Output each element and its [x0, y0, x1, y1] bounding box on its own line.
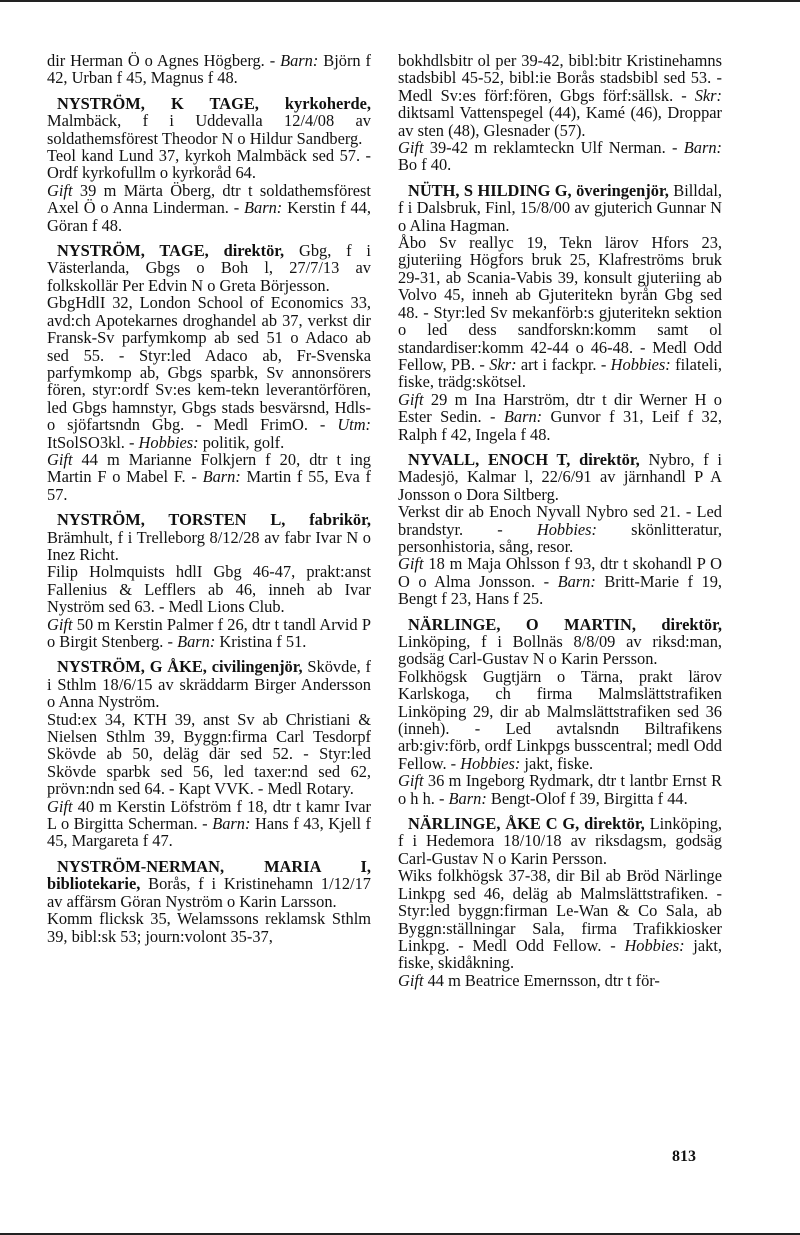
- biography-entry: [398, 182, 722, 443]
- biography-entry: [398, 451, 722, 608]
- field-label: Gift: [398, 138, 424, 158]
- entry-text: Gbg, f i Västerlanda, Gbgs o Boh l, 27/7/13 av folkskollär Per Edvin N o Greta Börjesson.: [47, 241, 371, 295]
- entry-text: politik, golf.: [198, 432, 285, 452]
- entry-heading-paragraph: [398, 451, 722, 503]
- entry-text: 40 m Kerstin Löfström f 18, dtr t kamr Ivar L o Birgitta Scherman. -: [47, 796, 371, 834]
- field-label: Barn:: [448, 788, 487, 808]
- entry-paragraph: [398, 391, 722, 443]
- entry-name: NÄRLINGE, O MARTIN, direktör,: [408, 614, 722, 634]
- entry-text: Linköping, f i Hedemora 18/10/18 av riksdagsm, godsäg Carl-Gustav N o Karin Persson.: [398, 814, 722, 868]
- entry-text: 44 m Marianne Folkjern f 20, dtr t ing Martin F o Mabel F. -: [47, 449, 371, 487]
- entry-text: 36 m Ingeborg Rydmark, dtr t lantbr Ernst R o h h. -: [398, 771, 722, 808]
- entry-paragraph: [398, 503, 722, 555]
- page-edge-top: [0, 0, 800, 2]
- entry-paragraph: [47, 52, 371, 87]
- entry-text: Komm flicksk 35, Welamssons reklamsk Sthlm 39, bibl:sk 53; journ:volont 35-37,: [47, 909, 371, 946]
- field-label: Barn:: [503, 407, 543, 427]
- entry-paragraph: [47, 451, 371, 503]
- entry-text: jakt, fiske.: [520, 753, 594, 773]
- entry-text: 50 m Kerstin Palmer f 26, dtr t tandl Arvid P o Birgit Stenberg. -: [47, 614, 371, 651]
- field-label: Hobbies:: [138, 432, 199, 452]
- entry-heading-paragraph: [398, 182, 722, 234]
- entry-heading-paragraph: [47, 95, 371, 147]
- entry-paragraph: [47, 182, 371, 234]
- entry-text: Filip Holmquists hdlI Gbg 46-47, prakt:anst Fallenius & Lefflers ab 46, inneh ab Ivar Nyström sed 63. - Medl Lions Club.: [47, 562, 371, 617]
- entry-text: Malmbäck, f i Uddevalla 12/4/08 av soldathemsförest Theodor N o Hildur Sandberg.: [47, 111, 371, 148]
- entry-text: Bengt-Olof f 39, Birgitta f 44.: [486, 788, 688, 808]
- entry-paragraph: [398, 972, 722, 989]
- entry-text: Kerstin f 44, Göran f 48.: [47, 198, 371, 235]
- entry-paragraph: [47, 910, 371, 945]
- biography-entry: [398, 616, 722, 807]
- field-label: Gift: [398, 554, 424, 574]
- entry-text: Hans f 43, Kjell f 45, Margareta f 47.: [47, 814, 372, 851]
- entry-paragraph: [398, 234, 722, 391]
- entry-text: Verkst dir ab Enoch Nyvall Nybro sed 21. - Led brandstyr. -: [398, 502, 722, 539]
- entry-text: Folkhögsk Gugtjärn o Tärna, prakt lärov Karlskoga, ch firma Malmslättstrafiken Linköping 29, dir ab Malmslättstrafiken sed 36 (inneh). - Led avtalsndn Biltrafikens arb:giv:förb, ordf Linkpgs busscentral; medl Odd Fellow. -: [398, 666, 722, 773]
- entry-paragraph: [47, 294, 371, 451]
- field-label: Utm:: [337, 415, 371, 435]
- entry-name: NYVALL, ENOCH T, direktör,: [408, 449, 640, 469]
- left-column: [47, 52, 371, 953]
- right-column: [398, 52, 722, 997]
- entry-text: ItSolSO3kl. -: [47, 432, 139, 452]
- entry-text: Billdal, f i Dalsbruk, Finl, 15/8/00 av gjuterich Gunnar N o Alina Hagman.: [398, 180, 722, 235]
- entry-paragraph: [398, 52, 722, 139]
- entry-paragraph: [47, 147, 371, 182]
- entry-name: NYSTRÖM, G ÅKE, civilingenjör,: [57, 657, 303, 677]
- entry-text: Brämhult, f i Trelleborg 8/12/28 av fabr Ivar N o Inez Richt.: [47, 527, 371, 564]
- entry-heading-paragraph: [47, 858, 371, 910]
- entry-paragraph: [47, 616, 371, 651]
- entry-text: skönlitteratur, personhistoria, sång, resor.: [398, 519, 722, 556]
- biography-entry: [47, 858, 371, 945]
- field-label: Gift: [398, 970, 424, 990]
- entry-text: Teol kand Lund 37, kyrkoh Malmbäck sed 57. - Ordf kyrkofullm o kyrkoråd 64.: [47, 146, 371, 183]
- entry-text: Gunvor f 31, Leif f 32, Ralph f 42, Ingela f 48.: [398, 407, 722, 444]
- biography-entry: [398, 815, 722, 989]
- entry-text: Borås, f i Kristinehamn 1/12/17 av affärsm Göran Nyström o Karin Larsson.: [47, 874, 371, 911]
- entry-text: 18 m Maja Ohlsson f 93, dtr t skohandl P O O o Alma Jonsson. -: [398, 554, 722, 591]
- entry-text: filateli, fiske, trädg:skötsel.: [398, 354, 722, 392]
- field-label: Gift: [47, 796, 73, 816]
- entry-paragraph: [398, 668, 722, 772]
- biography-entry: [47, 52, 371, 87]
- field-label: Gift: [47, 180, 73, 200]
- entry-text: 39 m Märta Öberg, dtr t soldathemsförest Axel Ö o Anna Linderman. -: [47, 180, 371, 218]
- biography-entry: [398, 52, 722, 174]
- field-label: Barn:: [202, 467, 241, 487]
- entry-text: Björn f 42, Urban f 45, Magnus f 48.: [47, 51, 371, 88]
- entry-text: Åbo Sv reallyc 19, Tekn lärov Hfors 23, gjuteriing Högfors bruk 25, Klafreströms bruk 29-31, ab Scania-Vabis 39, konsult gjuteriing ab Volvo 45, inneh ab Gjuteritekn byrån Gbg sed 48. - Styr:led Sv mekanförb:s gjuteritekn sektion o led dess sandforskn:komm samt ol standardiser:komm 42-44 o 46-48. - Medl Odd Fellow, PB. -: [398, 233, 722, 374]
- biography-entry: [47, 658, 371, 849]
- entry-text: bokhdlsbitr ol per 39-42, bibl:bitr Kristinehamns stadsbibl 45-52, bibl:ie Borås stadsbibl sed 53. - Medl Sv:es förf:fören, Gbgs förf:sällsk. -: [398, 51, 722, 105]
- field-label: Hobbies:: [624, 935, 685, 955]
- field-label: Skr:: [694, 85, 722, 105]
- field-label: Barn:: [177, 632, 216, 651]
- field-label: Gift: [47, 614, 73, 634]
- field-label: Barn:: [683, 138, 722, 158]
- field-label: Barn:: [212, 814, 251, 834]
- entry-text: 39-42 m reklamteckn Ulf Nerman. -: [423, 138, 684, 158]
- entry-text: art i fackpr. -: [516, 354, 611, 374]
- entry-text: diktsaml Vattenspegel (44), Kamé (46), Droppar av sten (48), Glesnader (57).: [398, 103, 722, 140]
- field-label: Gift: [398, 389, 424, 409]
- entry-name: NÄRLINGE, ÅKE C G, direktör,: [408, 814, 645, 834]
- biography-entry: [47, 242, 371, 503]
- entry-text: jakt, fiske, skidåkning.: [398, 935, 722, 973]
- entry-name: NYSTRÖM, TAGE, direktör,: [57, 241, 285, 261]
- page-number: 813: [672, 1148, 696, 1165]
- entry-text: GbgHdlI 32, London School of Economics 33, avd:ch Apotekarnes droghandel ab 37, verkst dir Fransk-Sv parfymkomp ab sed 51 o Adaco ab sed 55. - Styr:led Adaco ab, Fr-Svenska parfymkomp ab, Gbgs sparbk, Sv annonsörers fören, styr:ordf Sv:es kem-tekn leverantörfören, led Gbgs hamnstyr, Gbgs stads besvärsnd, Hdls- o sjöfartsndn Gbg. - Medl FrimO. -: [47, 293, 371, 435]
- field-label: Gift: [398, 771, 424, 791]
- entry-paragraph: [398, 139, 722, 174]
- entry-text: Stud:ex 34, KTH 39, anst Sv ab Christiani & Nielsen Sthlm 39, Byggn:firma Carl Tesdorpf Skövde ab 50, deläg där sed 52. - Styr:led Skövde sparbk sed 56, led taxer:nd sed 62, prövn:ndn sed 64. - Kapt VVK. - Medl Rotary.: [47, 709, 371, 799]
- entry-heading-paragraph: [47, 658, 371, 710]
- entry-text: Skövde, f i Sthlm 18/6/15 av skräddarm Birger Andersson o Anna Nyström.: [47, 657, 371, 712]
- entry-text: 44 m Beatrice Emernsson, dtr t för-: [423, 970, 660, 990]
- field-label: Hobbies:: [460, 753, 521, 773]
- entry-text: dir Herman Ö o Agnes Högberg. -: [47, 51, 281, 70]
- entry-heading-paragraph: [398, 616, 722, 668]
- entry-paragraph: [398, 772, 722, 807]
- entry-paragraph: [47, 563, 371, 615]
- field-label: Barn:: [244, 198, 283, 218]
- entry-text: Martin f 55, Eva f 57.: [47, 467, 371, 504]
- entry-paragraph: [47, 798, 371, 850]
- biography-entry: [47, 511, 371, 650]
- entry-text: 29 m Ina Harström, dtr t dir Werner H o Ester Sedin. -: [398, 389, 722, 427]
- entry-heading-paragraph: [47, 511, 371, 563]
- entry-heading-paragraph: [47, 242, 371, 294]
- entry-text: Nybro, f i Madesjö, Kalmar l, 22/6/91 av järnhandl P A Jonsson o Dora Siltberg.: [398, 449, 722, 504]
- entry-name: NYSTRÖM, K TAGE, kyrkoherde,: [57, 93, 371, 113]
- entry-paragraph: [47, 711, 371, 798]
- entry-text: Britt-Marie f 19, Bengt f 23, Hans f 25.: [398, 571, 722, 609]
- field-label: Skr:: [489, 354, 517, 374]
- entry-text: Linköping, f i Bollnäs 8/8/09 av riksd:man, godsäg Carl-Gustav N o Karin Persson.: [398, 632, 722, 669]
- entry-paragraph: [398, 555, 722, 607]
- field-label: Gift: [47, 449, 73, 469]
- entry-name: NYSTRÖM, TORSTEN L, fabrikör,: [57, 510, 371, 530]
- entry-heading-paragraph: [398, 815, 722, 867]
- field-label: Barn:: [557, 571, 596, 591]
- field-label: Barn:: [280, 51, 319, 70]
- field-label: Hobbies:: [536, 519, 597, 539]
- entry-text: Wiks folkhögsk 37-38, dir Bil ab Bröd Närlinge Linkpg sed 46, deläg ab Malmslättstrafiken. - Styr:led byggn:firman Le-Wan & Co Sala, ab Byggn:ställningar Sala, firma Trafikkiosker Linkpg. - Medl Odd Fellow. -: [398, 866, 722, 955]
- biography-entry: [47, 95, 371, 234]
- entry-name: NÜTH, S HILDING G, överingenjör,: [408, 180, 669, 200]
- entry-paragraph: [398, 867, 722, 971]
- entry-text: Kristina f 51.: [215, 632, 307, 651]
- entry-name: NYSTRÖM-NERMAN, MARIA I, bibliotekarie,: [47, 856, 371, 894]
- entry-text: Bo f 40.: [398, 155, 452, 175]
- field-label: Hobbies:: [610, 354, 671, 374]
